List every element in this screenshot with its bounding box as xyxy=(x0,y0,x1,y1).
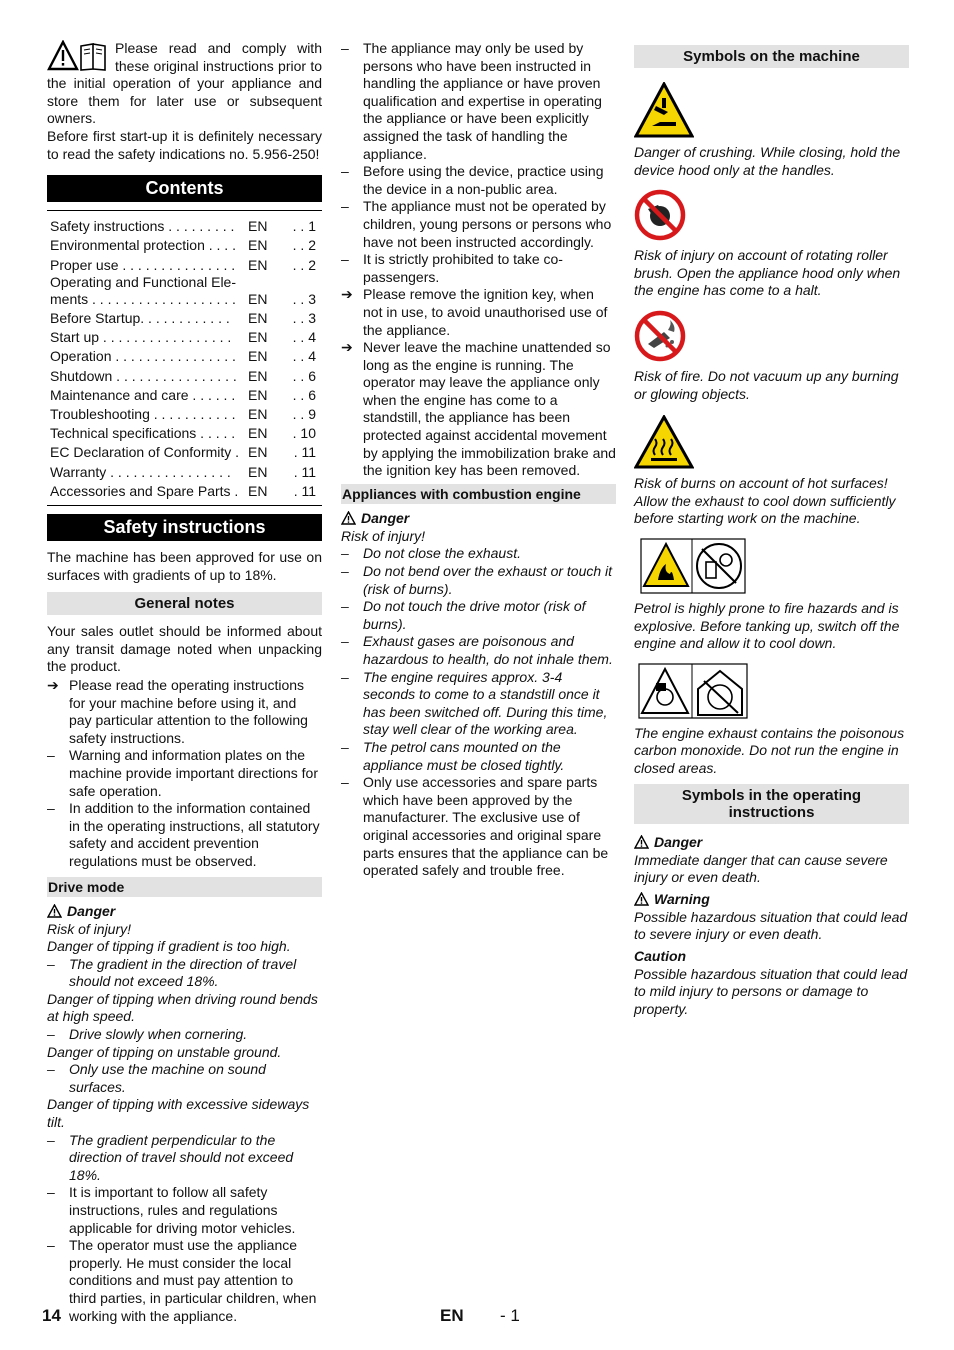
list-item-text: It is important to follow all safety instructions, rules and regulations applicable for driving motor vehicles. xyxy=(69,1184,296,1236)
toc-lang: EN xyxy=(248,482,268,499)
drive-tip-bends: Danger of tipping when driving round bends at high speed. xyxy=(47,990,318,1025)
list-item-text: In addition to the information contained in the operating instructions, all statutory safety and accident prevention regulations must be observed. xyxy=(69,800,320,869)
list-item: – Only use the machine on sound surfaces. xyxy=(47,1061,266,1095)
danger-symbol-label xyxy=(634,832,909,852)
carbon-monoxide-warning-icon xyxy=(638,663,748,719)
list-item-text: Please remove the ignition key, when not in use, to avoid unauthorised use of the appliance. xyxy=(363,286,608,338)
toc-entry[interactable] xyxy=(50,256,322,275)
toc-entry[interactable] xyxy=(50,424,322,443)
toc-page: . . 4 xyxy=(292,348,316,365)
list-marker: – xyxy=(341,163,349,180)
list-marker: – xyxy=(341,545,349,562)
list-item-text: Do not bend over the exhaust or touch it (risk of burns). xyxy=(363,563,613,597)
warning-triangle-icon xyxy=(47,904,62,918)
toc-entry[interactable] xyxy=(50,275,322,290)
list-item-text: Warning and information plates on the machine provide important directions for safe operation. xyxy=(69,747,319,799)
list-marker: – xyxy=(341,633,349,650)
list-item xyxy=(341,339,616,480)
list-marker: – xyxy=(47,1184,55,1201)
combustion-risk: Risk of injury! xyxy=(341,527,426,544)
column-2 xyxy=(341,40,616,880)
list-item xyxy=(341,286,616,339)
carbon-monoxide-text: The engine exhaust contains the poisonous carbon monoxide. Do not run the engine in closed areas. xyxy=(634,724,905,776)
toc-lang: EN xyxy=(248,237,268,254)
list-marker: – xyxy=(341,40,349,56)
toc-page: . 11 xyxy=(293,482,316,499)
toc-lang: EN xyxy=(248,329,268,346)
toc-title: ments . . . . . . . . . . . . . . . . . . . xyxy=(50,290,236,307)
toc-lang xyxy=(248,275,278,290)
column-1 xyxy=(47,40,322,1325)
list-marker: – xyxy=(341,598,349,615)
danger-label-text: Danger xyxy=(654,833,703,850)
intro-startup-note: Before first start-up it is definitely necessary to read the safety indications no. 5.956-250! xyxy=(47,127,322,162)
list-marker: ➔ xyxy=(47,676,59,693)
list-item-text: Do not touch the drive motor (risk of burns). xyxy=(363,598,586,632)
toc-entry[interactable] xyxy=(50,405,322,424)
drive-mode-heading: Drive mode xyxy=(47,877,322,897)
toc-title: Troubleshooting . . . . . . . . . . . xyxy=(50,405,236,422)
list-item xyxy=(47,800,322,870)
list-marker: – xyxy=(341,563,349,580)
caution-description: Possible hazardous situation that could lead to mild injury to persons or damage to property. xyxy=(634,965,908,1018)
combustion-danger-list xyxy=(341,545,616,774)
toc-page xyxy=(278,275,322,290)
toc-title: Accessories and Spare Parts . xyxy=(50,482,239,499)
toc-title: Operation . . . . . . . . . . . . . . . . xyxy=(50,348,236,365)
drive-tip-gradient: Danger of tipping if gradient is too high. xyxy=(47,938,291,955)
symbols-machine-heading: Symbols on the machine xyxy=(634,45,909,68)
list-item xyxy=(341,545,616,563)
intro-paragraph: Please read and comply with these original instructions prior to the initial operation of your appliance and store them for later use or subsequent owners. xyxy=(47,40,322,127)
drive-rules-list xyxy=(47,1184,322,1325)
list-item: – Only use accessories and spare parts which have been approved by the manufacturer. The exclusive use of original accessories and original spare parts ensures that the appliance can be operated safely and trouble free. xyxy=(341,774,609,879)
toc-entry[interactable] xyxy=(50,328,322,347)
warning-triangle-icon xyxy=(341,511,356,525)
column-3 xyxy=(634,45,909,1019)
toc-page: . . 3 xyxy=(292,309,316,326)
petrol-text: Petrol is highly prone to fire hazards and is explosive. Before tanking up, switch off the engine and allow it to cool down. xyxy=(634,599,900,652)
toc-page: . 11 xyxy=(293,444,316,461)
warning-manual-icon xyxy=(47,40,113,74)
list-item-text: Please read the operating instructions for your machine before using it, and pay particular attention to the following safety instructions. xyxy=(69,676,308,746)
operator-rules-list xyxy=(341,40,616,480)
toc-page: . . 6 xyxy=(292,386,316,403)
list-item-text: It is strictly prohibited to take co-passengers. xyxy=(363,251,563,285)
list-item xyxy=(341,739,616,774)
warning-triangle-icon xyxy=(634,835,649,849)
hot-surface-text: Risk of burns on account of hot surfaces! Allow the exhaust to cool down sufficiently before starting work on the machine. xyxy=(634,475,896,527)
contents-heading: Contents xyxy=(47,175,322,202)
toc-page: . . 9 xyxy=(292,405,316,422)
list-marker: – xyxy=(341,198,349,215)
toc-lang: EN xyxy=(248,386,268,403)
fire-risk-text: Risk of fire. Do not vacuum up any burning or glowing objects. xyxy=(634,367,899,402)
list-marker: – xyxy=(47,1237,55,1254)
burning-objects-prohibition-icon xyxy=(634,310,686,362)
toc-entry[interactable] xyxy=(50,309,322,328)
list-item-text: Do not close the exhaust. xyxy=(363,545,521,562)
table-of-contents xyxy=(47,210,322,506)
toc-entry[interactable] xyxy=(50,367,322,386)
toc-entry[interactable] xyxy=(50,347,322,366)
toc-title: Warranty . . . . . . . . . . . . . . . . xyxy=(50,463,231,480)
toc-title: Before Startup. . . . . . . . . . . . xyxy=(50,309,230,326)
list-item: – The gradient in the direction of travel should not exceed 18%. xyxy=(47,955,297,990)
toc-title: Safety instructions . . . . . . . . . xyxy=(50,218,235,235)
list-marker: – xyxy=(341,251,349,268)
toc-lang: EN xyxy=(248,290,268,307)
general-notes-list xyxy=(47,677,322,871)
list-marker: – xyxy=(341,668,349,685)
toc-entry[interactable] xyxy=(50,217,322,236)
toc-page: . . 3 xyxy=(292,290,316,307)
toc-lang: EN xyxy=(248,425,268,442)
list-item xyxy=(47,1184,322,1237)
crushing-warning-icon xyxy=(634,82,694,138)
toc-page: . . 2 xyxy=(292,256,316,273)
safety-intro: The machine has been approved for use on surfaces with gradients of up to 18%. xyxy=(47,549,322,583)
list-item: – The gradient perpendicular to the direction of travel should not exceed 18%. xyxy=(47,1131,294,1183)
toc-page: . . 2 xyxy=(292,237,316,254)
toc-entry[interactable] xyxy=(50,290,322,309)
caution-symbol-label xyxy=(634,946,909,966)
caution-label-text: Caution xyxy=(634,947,687,964)
list-marker: – xyxy=(47,747,55,764)
list-item xyxy=(341,669,616,739)
list-item xyxy=(47,747,322,800)
symbols-instructions-heading: Symbols in the operating instructions xyxy=(634,784,909,824)
toc-title: EC Declaration of Conformity . xyxy=(50,444,240,461)
toc-title: Start up . . . . . . . . . . . . . . . . . xyxy=(50,329,232,346)
list-item xyxy=(341,633,616,668)
toc-title: Shutdown . . . . . . . . . . . . . . . . xyxy=(50,367,237,384)
list-item xyxy=(341,251,616,286)
toc-lang: EN xyxy=(248,405,268,422)
drive-tip-tilt: Danger of tipping with excessive sideways tilt. xyxy=(47,1096,310,1131)
list-item-text: The petrol cans mounted on the appliance must be closed tightly. xyxy=(363,738,565,773)
toc-page: . . 4 xyxy=(292,329,316,346)
footer-subpage xyxy=(500,1306,520,1326)
rotating-brush-prohibition-icon xyxy=(634,189,686,241)
intro-block xyxy=(47,40,322,163)
toc-title: Operating and Functional Ele- xyxy=(50,274,236,290)
list-item-text: Exhaust gases are poisonous and hazardous to health, do not inhale them. xyxy=(363,633,613,667)
toc-lang: EN xyxy=(248,309,268,326)
combustion-danger-label xyxy=(341,508,616,528)
combustion-engine-heading: Appliances with combustion engine xyxy=(341,484,616,504)
list-item-text: The engine requires approx. 3-4 seconds to come to a standstill once it has been switched off. During this time, stay well clear of the working area. xyxy=(363,668,608,738)
toc-lang: EN xyxy=(248,256,268,273)
toc-page: . . 1 xyxy=(292,218,316,235)
toc-lang: EN xyxy=(248,463,268,480)
footer-language: EN xyxy=(440,1306,464,1325)
toc-entry[interactable] xyxy=(50,482,322,501)
toc-lang: EN xyxy=(248,367,268,384)
general-notes-text: Your sales outlet should be informed about any transit damage noted when unpacking the product. xyxy=(47,623,322,675)
warning-symbol-label xyxy=(634,889,909,909)
list-marker: – xyxy=(341,738,349,755)
list-item xyxy=(341,198,616,251)
drive-risk: Risk of injury! xyxy=(47,920,132,937)
list-marker: ➔ xyxy=(341,339,353,356)
list-item-text: Only use accessories and spare parts which have been approved by the manufacturer. The exclusive use of original accessories and original spare parts ensures that the appliance can be operated safely and trouble free. xyxy=(363,774,609,879)
danger-description: Immediate danger that can cause severe injury or even death. xyxy=(634,851,888,886)
toc-page: . . 6 xyxy=(292,367,316,384)
danger-label-text: Danger xyxy=(67,902,116,919)
petrol-fire-hazard-icon xyxy=(640,538,746,594)
toc-title: Technical specifications . . . . . xyxy=(50,425,236,442)
toc-entry[interactable] xyxy=(50,463,322,482)
toc-lang: EN xyxy=(248,444,268,461)
toc-title: Proper use . . . . . . . . . . . . . . . xyxy=(50,256,236,273)
toc-lang: EN xyxy=(248,348,268,365)
toc-page: . 11 xyxy=(293,463,316,480)
list-item-text: The operator must use the appliance properly. He must consider the local conditions and must pay attention to third parties, in particular children, when working with the appliance. xyxy=(69,1237,317,1324)
list-item xyxy=(341,563,616,598)
toc-lang: EN xyxy=(248,218,268,235)
list-item-text: Only use the machine on sound surfaces. xyxy=(69,1061,266,1095)
toc-entry[interactable] xyxy=(50,443,322,462)
warning-label-text: Warning xyxy=(654,890,710,907)
list-item-text: The gradient in the direction of travel should not exceed 18%. xyxy=(69,955,297,990)
list-item-text: Drive slowly when cornering. xyxy=(69,1026,248,1043)
list-marker: – xyxy=(47,800,55,817)
page-number: 14 xyxy=(42,1306,61,1325)
list-item-text: Never leave the machine unattended so long as the engine is running. The operator may leave the appliance only when the engine has come to a standstill, the appliance has been protected against accidental movement by applying the immobilization brake and the ignition key has been removed. xyxy=(363,339,616,479)
drive-tip-ground: Danger of tipping on unstable ground. xyxy=(47,1043,282,1060)
warning-triangle-icon xyxy=(634,892,649,906)
list-item xyxy=(47,1237,322,1325)
list-item xyxy=(341,40,616,163)
crushing-text: Danger of crushing. While closing, hold the device hood only at the handles. xyxy=(634,144,901,178)
warning-description: Possible hazardous situation that could lead to severe injury or even death. xyxy=(634,908,908,943)
rotating-brush-text: Risk of injury on account of rotating roller brush. Open the appliance hood only when the engine has come to a halt. xyxy=(634,247,901,299)
toc-entry[interactable] xyxy=(50,386,322,405)
toc-title: Environmental protection . . . . xyxy=(50,237,236,254)
safety-heading: Safety instructions xyxy=(47,514,322,541)
list-item-text: Before using the device, practice using the device in a non-public area. xyxy=(363,163,604,197)
list-item xyxy=(341,598,616,633)
list-item xyxy=(341,163,616,198)
list-item-text: The appliance may only be used by persons who have been instructed in handling the appliance or have proven qualification and expertise in operating the appliance or have been explicitly assigned the task of handling the appliance. xyxy=(363,40,602,162)
general-notes-heading: General notes xyxy=(47,592,322,615)
list-item: – Drive slowly when cornering. xyxy=(47,1026,248,1043)
toc-entry[interactable] xyxy=(50,236,322,255)
toc-title: Maintenance and care . . . . . . xyxy=(50,386,236,403)
list-marker: ➔ xyxy=(341,286,353,303)
hot-surface-warning-icon xyxy=(634,415,694,469)
footer-subpage-text: - 1 xyxy=(500,1306,520,1325)
list-item-text: The gradient perpendicular to the direction of travel should not exceed 18%. xyxy=(69,1131,294,1183)
list-item-text: The appliance must not be operated by children, young persons or persons who have not been instructed accordingly. xyxy=(363,198,612,250)
toc-page: . 10 xyxy=(292,425,316,442)
list-item xyxy=(47,677,322,747)
danger-label-text: Danger xyxy=(361,509,410,526)
drive-danger-label xyxy=(47,901,322,921)
